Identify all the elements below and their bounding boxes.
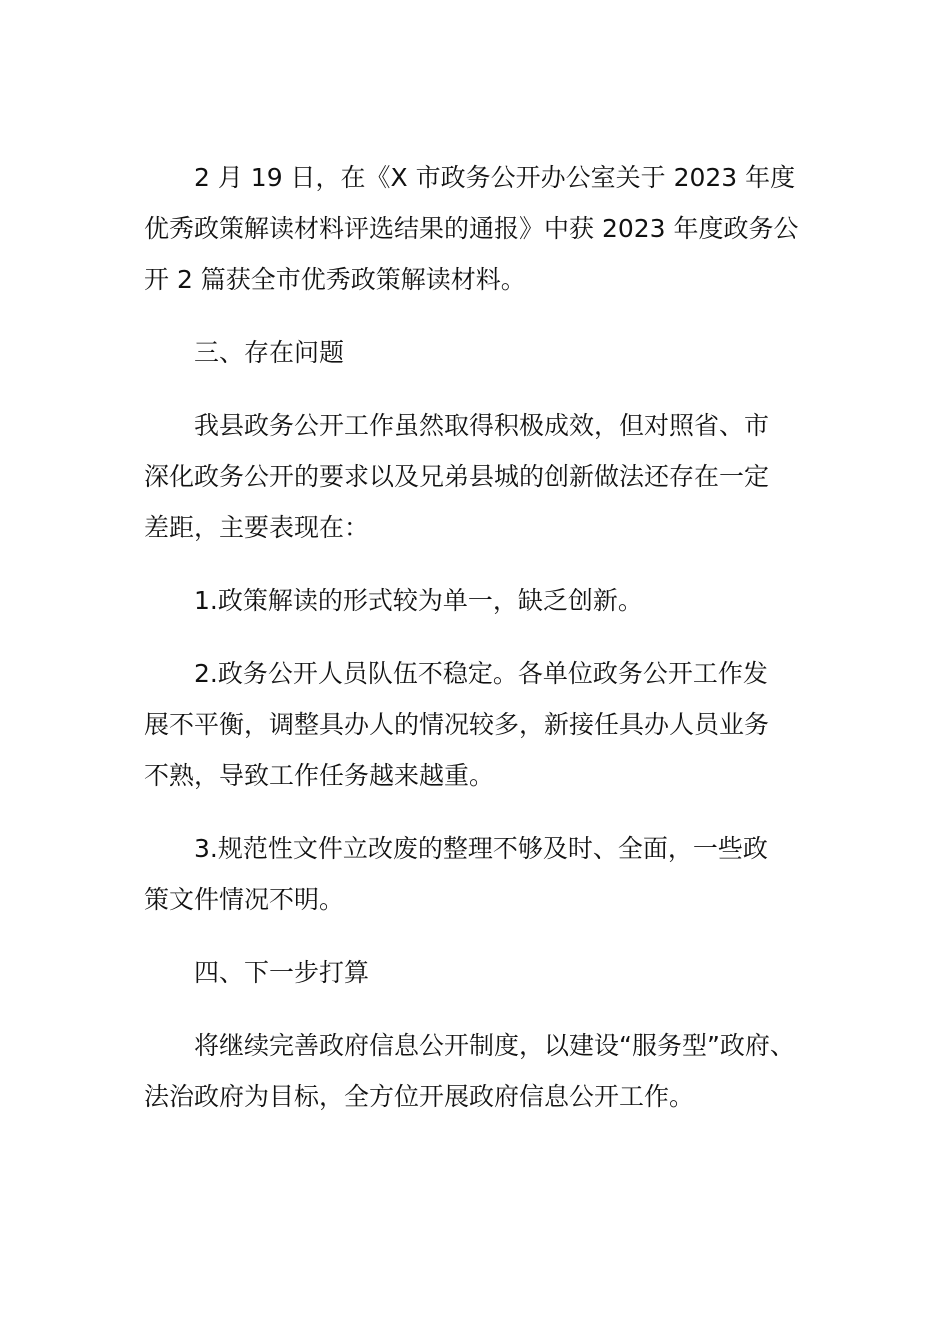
text-line: 策文件情况不明。: [144, 885, 345, 914]
text-line: 1.政策解读的形式较为单一，缺乏创新。: [194, 586, 643, 615]
text-line: 3.规范性文件立改废的整理不够及时、全面，一些政: [194, 834, 768, 863]
paragraph-problem-1: [144, 575, 809, 626]
text-line: 法治政府为目标，全方位开展政府信息公开工作。: [144, 1082, 695, 1111]
text-line: 2.政务公开人员队伍不稳定。各单位政务公开工作发: [194, 659, 768, 688]
text-line: 将继续完善政府信息公开制度，以建设“服务型”政府、: [194, 1031, 795, 1060]
document-body: [144, 152, 809, 1144]
section-heading-problems: 三、存在问题: [194, 338, 345, 367]
paragraph-problem-2: [144, 648, 809, 801]
paragraph-problem-3: [144, 823, 809, 925]
paragraph-award: [144, 152, 809, 305]
paragraph-next-steps: [144, 1020, 809, 1122]
text-line: 深化政务公开的要求以及兄弟县城的创新做法还存在一定: [144, 462, 770, 491]
paragraph-problems-intro: [144, 400, 809, 553]
text-line: 不熟，导致工作任务越来越重。: [144, 761, 495, 790]
text-line: 优秀政策解读材料评选结果的通报》中获 2023 年度政务公: [144, 214, 799, 243]
text-line: 开 2 篇获全市优秀政策解读材料。: [144, 265, 526, 294]
text-line: 差距，主要表现在：: [144, 513, 370, 542]
text-line: 展不平衡，调整具办人的情况较多，新接任具办人员业务: [144, 710, 770, 739]
text-line: 2 月 19 日，在《X 市政务公开办公室关于 2023 年度: [194, 163, 796, 192]
text-line: 我县政务公开工作虽然取得积极成效，但对照省、市: [194, 411, 770, 440]
section-heading-next-steps: 四、下一步打算: [194, 958, 370, 987]
